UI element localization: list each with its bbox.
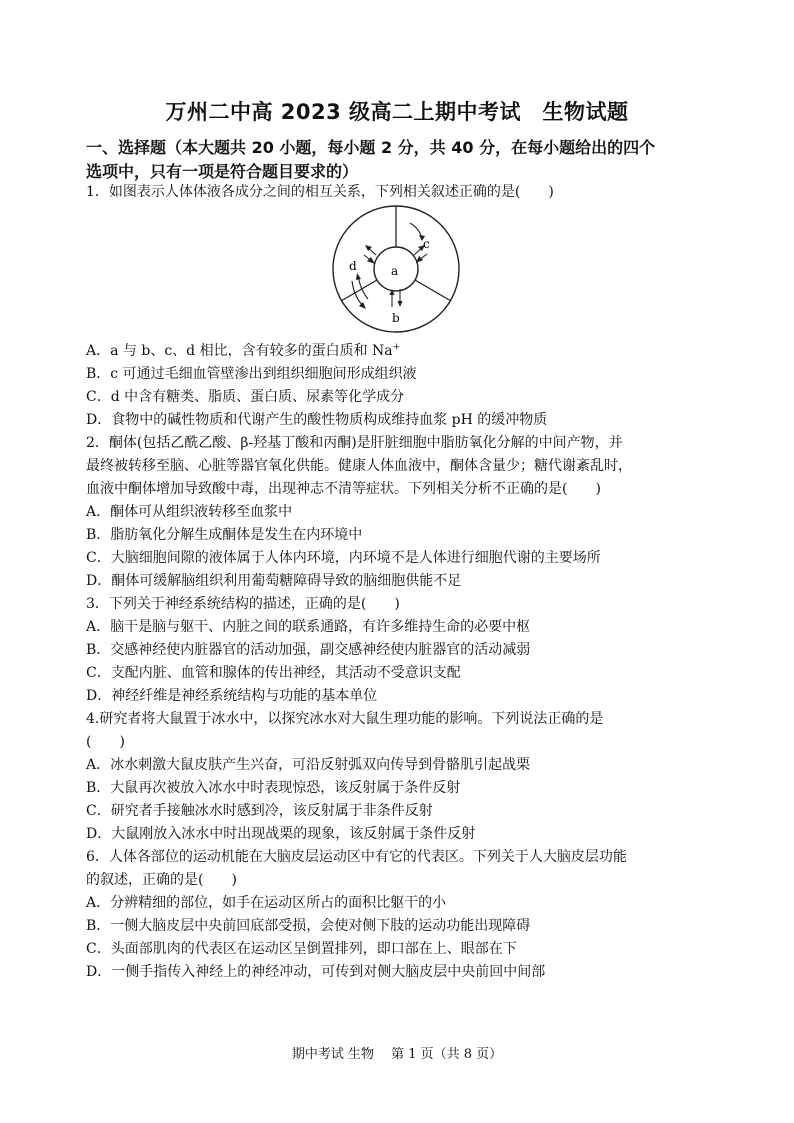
page-footer: 期中考试 生物 第 1 页（共 8 页）: [291, 1047, 503, 1062]
q1-option-a-superscript: +: [392, 342, 401, 353]
q1-option-a: [86, 341, 400, 361]
q4-option-b: B．大鼠再次被放入冰水中时表现惊恐，该反射属于条件反射: [86, 780, 461, 796]
q4-stem-line-1: 4.研究者将大鼠置于冰水中，以探究冰水对大鼠生理功能的影响。下列说法正确的是: [86, 711, 604, 727]
label-d: d: [349, 259, 357, 273]
label-c: c: [423, 237, 430, 251]
q2-stem-line-1: 2．酮体(包括乙酰乙酸、β-羟基丁酸和丙酮)是肝脏细胞中脂肪氧化分解的中间产物，并: [86, 435, 623, 451]
q4-stem-line-2: ( ): [86, 734, 125, 750]
section-heading-line-1: 一、选择题（本大题共 20 小题，每小题 2 分，共 40 分，在每小题给出的四个: [86, 138, 656, 157]
q1-stem: 1．如图表示人体体液各成分之间的相互关系，下列相关叙述正确的是( ): [86, 184, 554, 200]
q2-stem-line-2: 最终被转移至脑、心脏等器官氧化供能。健康人体血液中，酮体含量少；糖代谢紊乱时，: [86, 458, 632, 474]
q3-option-b: B．交感神经使内脏器官的活动加强，副交感神经使内脏器官的活动减弱: [86, 642, 531, 658]
label-b: b: [392, 311, 400, 325]
q2-option-c: C．大脑细胞间隙的液体属于人体内环境，内环境不是人体进行细胞代谢的主要场所: [86, 550, 601, 566]
q4-option-d: D．大鼠刚放入冰水中时出现战栗的现象，该反射属于条件反射: [86, 826, 476, 842]
q2-option-b: B．脂肪氧化分解生成酮体是发生在内环境中: [86, 527, 363, 543]
q4-option-c: C．研究者手接触冰水时感到冷，该反射属于非条件反射: [86, 803, 433, 819]
q2-stem-line-3: 血液中酮体增加导致酸中毒，出现神志不清等症状。下列相关分析不正确的是( ): [86, 481, 601, 497]
q6-option-c: C．头面部肌肉的代表区在运动区呈倒置排列，即口部在上、眼部在下: [86, 941, 517, 957]
exam-title: 万州二中高 2023 级高二上期中考试 生物试题: [165, 100, 629, 124]
q1-option-a-text: A．a 与 b、c、d 相比，含有较多的蛋白质和 Na: [86, 343, 393, 359]
label-a: a: [391, 264, 399, 278]
q2-option-a: A．酮体可从组织液转移至血浆中: [86, 504, 293, 520]
divider-left: [341, 280, 377, 301]
q6-option-b: B．一侧大脑皮层中央前回底部受损，会使对侧下肢的运动功能出现障碍: [86, 918, 531, 934]
divider-right: [415, 280, 451, 301]
q6-option-a: A．分辨精细的部位，如手在运动区所占的面积比躯干的小: [86, 895, 447, 911]
q3-option-d: D．神经纤维是神经系统结构与功能的基本单位: [86, 688, 378, 704]
q6-stem-line-2: 的叙述，正确的是( ): [86, 872, 237, 888]
body-fluid-diagram: [330, 203, 462, 335]
q3-option-c: C．支配内脏、血管和腺体的传出神经，其活动不受意识支配: [86, 665, 461, 681]
q6-option-d: D．一侧手指传入神经上的神经冲动，可传到对侧大脑皮层中央前回中间部: [86, 964, 546, 980]
q3-option-a: A．脑干是脑与躯干、内脏之间的联系通路，有许多维持生命的必要中枢: [86, 619, 531, 635]
section-heading-line-2: 选项中，只有一项是符合题目要求的）: [86, 162, 359, 181]
q1-option-b: B．c 可通过毛细血管壁渗出到组织细胞间形成组织液: [86, 366, 417, 382]
q6-stem-line-1: 6．人体各部位的运动机能在大脑皮层运动区中有它的代表区。下列关于人大脑皮层功能: [86, 849, 627, 865]
q3-stem: 3．下列关于神经系统结构的描述，正确的是( ): [86, 596, 400, 612]
q1-option-c: C．d 中含有糖类、脂质、蛋白质、尿素等化学成分: [86, 389, 405, 405]
q2-option-d: D．酮体可缓解脑组织利用葡萄糖障碍导致的脑细胞供能不足: [86, 573, 462, 589]
q1-option-d: D．食物中的碱性物质和代谢产生的酸性物质构成维持血浆 pH 的缓冲物质: [86, 412, 548, 428]
q4-option-a: A．冰水刺激大鼠皮肤产生兴奋，可沿反射弧双向传导到骨骼肌引起战栗: [86, 757, 531, 773]
